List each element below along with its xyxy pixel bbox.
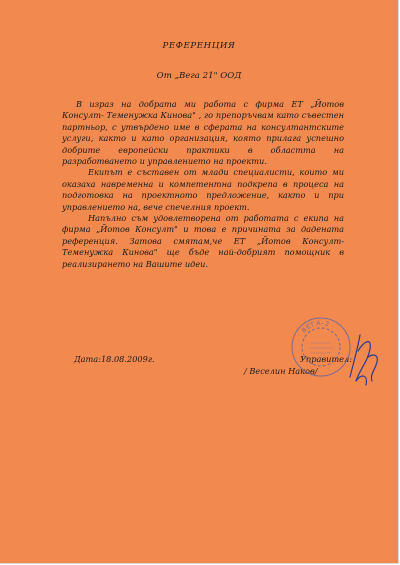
document-title: РЕФЕРЕНЦИЯ	[162, 41, 236, 51]
document-date: Дата:18.08.2009г.	[74, 354, 155, 364]
signer-name: / Веселин Наков/	[244, 366, 318, 376]
document-subtitle: От „Вега 21" ООД	[156, 71, 242, 81]
document-body	[62, 99, 344, 270]
paragraph-2: Екипът е съставен от млади специалисти, които ми оказаха навременна и компетентна подкрепа в процеса на подготовка на проектното предложение, както и при управлението на, вече спечелния проект.	[62, 167, 344, 212]
signature	[346, 331, 386, 389]
paragraph-3: Напълно съм удовлетворена от работата с екипа на фирма „Йотов Консулт" и това е причината за дадената референция. Затова смятам,че ЕТ „Йотов Консулт- Теменужка Кинова" ще бъде най-добрият помощник в реализирането на Вашите идеи.	[62, 213, 344, 269]
company-stamp	[289, 315, 353, 379]
paragraph-1: В израз на добрата ми работа с фирма ЕТ „Йотов Консулт- Теменужка Кинова" , го препоръчвам като съвестен партньор, с утвърдено име в сферата на консултантските услуги, както и като организация, която прилага успешно добрите европейски практики в областта на разработването и управлението на проекти.	[62, 99, 344, 167]
stamp-text: ВЕГА-2	[300, 319, 331, 335]
svg-text:ВЕГА-2	[301, 320, 331, 334]
signer-role: Управител:	[300, 354, 352, 364]
